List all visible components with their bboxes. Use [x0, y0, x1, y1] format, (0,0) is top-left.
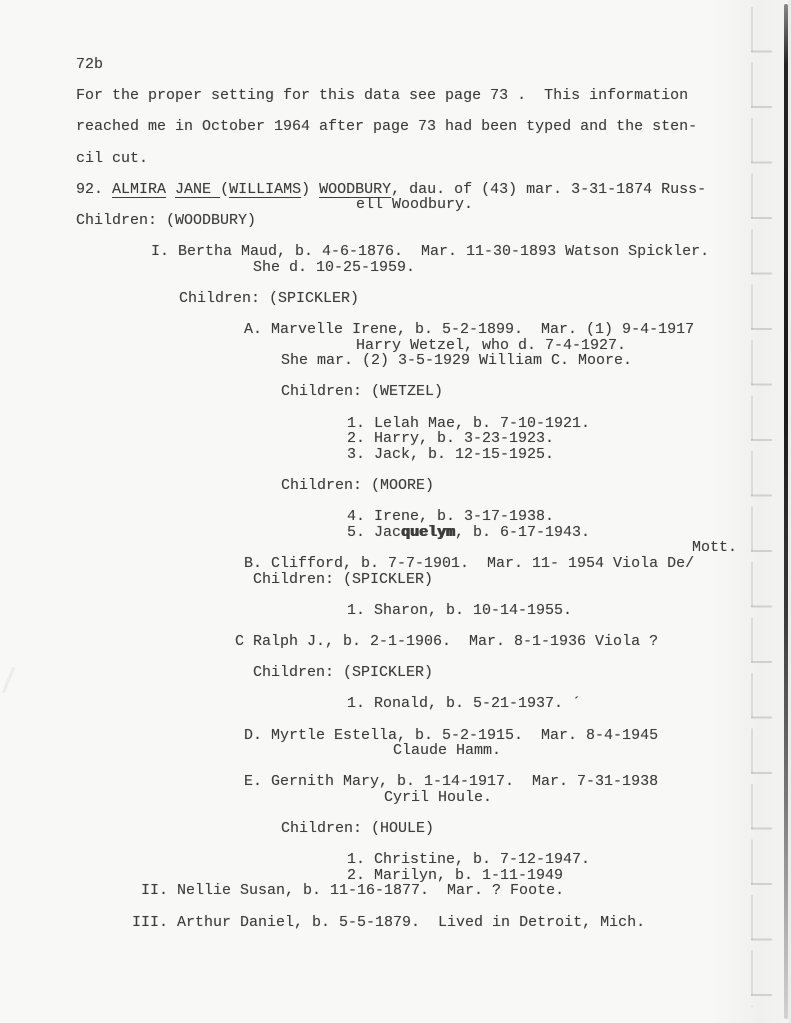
grandchild-B-overflow-word: Mott. — [692, 539, 738, 557]
moore-child-4: 4. Irene, b. 3-17-1938. — [347, 508, 555, 526]
wetzel-child-1: 1. Lelah Mae, b. 7-10-1921. — [347, 414, 591, 432]
page-number: 72b — [76, 56, 104, 73]
entry-92-name-woodbury: WOODBURY — [319, 180, 392, 198]
moore-child-5-prefix: 5. Jac — [347, 523, 402, 541]
child-I-line-1: I. Bertha Maud, b. 4-6-1876. Mar. 11-30-1893 Watson Spickler. — [151, 243, 710, 261]
moore-child-5-suffix: , b. 6-17-1943. — [455, 523, 591, 541]
entry-92-number: 92. — [76, 180, 113, 198]
grandchild-A-line-1: A. Marvelle Irene, b. 5-2-1899. Mar. (1) 9-4-1917 — [244, 321, 695, 339]
entry-92-paren-open: ( — [220, 180, 230, 198]
entry-92-children-heading: Children: (WOODBURY) — [76, 211, 257, 229]
child-II-line-1: II. Nellie Susan, b. 11-16-1877. Mar. ? Foote. — [141, 882, 565, 900]
grandchild-B-child-1: 1. Sharon, b. 10-14-1955. — [347, 601, 573, 619]
grandchild-D-line-1: D. Myrtle Estella, b. 5-2-1915. Mar. 8-4-1945 — [244, 726, 659, 744]
grandchild-A-line-3: She mar. (2) 3-5-1929 William C. Moore. — [281, 352, 633, 370]
grandchild-B-line-1: B. Clifford, b. 7-7-1901. Mar. 11- 1954 Viola De/ — [244, 555, 695, 572]
wetzel-children-heading: Children: (WETZEL) — [281, 383, 444, 401]
moore-child-5-overstrike: quelym — [401, 523, 456, 541]
grandchild-E-line-1: E. Gernith Mary, b. 1-14-1917. Mar. 7-31-1938 — [244, 773, 659, 791]
grandchild-E-line-2: Cyril Houle. — [384, 788, 493, 806]
intro-line-1: For the proper setting for this data see page 73 . This information — [76, 87, 689, 105]
houle-child-1: 1. Christine, b. 7-12-1947. — [347, 851, 591, 869]
grandchild-D-line-2: Claude Hamm. — [393, 742, 502, 760]
binding-hole-marks — [751, 7, 772, 1007]
grandchild-A-line-2: Harry Wetzel, who d. 7-4-1927. — [356, 336, 627, 354]
houle-children-heading: Children: (HOULE) — [281, 820, 435, 838]
grandchild-C-children-heading: Children: (SPICKLER) — [253, 664, 434, 682]
entry-92-name-jane: JANE — [175, 180, 221, 198]
entry-92-space — [166, 181, 175, 198]
moore-child-5 — [0, 525, 791, 541]
entry-92-paren-close: ) — [301, 180, 320, 198]
houle-child-2: 2. Marilyn, b. 1-11-1949 — [347, 866, 564, 884]
child-I-children-heading: Children: (SPICKLER) — [179, 289, 360, 307]
entry-92-heading — [0, 182, 791, 198]
entry-92-details: , dau. of (43) mar. 3-31-1874 Russ- — [391, 180, 707, 198]
wetzel-child-3: 3. Jack, b. 12-15-1925. — [347, 445, 555, 463]
wetzel-child-2: 2. Harry, b. 3-23-1923. — [347, 430, 555, 448]
child-III-line-1: III. Arthur Daniel, b. 5-5-1879. Lived in Detroit, Mich. — [132, 913, 646, 931]
child-I-line-2: She d. 10-25-1959. — [253, 258, 416, 276]
moore-children-heading: Children: (MOORE) — [281, 477, 435, 495]
entry-92-name-williams: WILLIAMS — [229, 180, 302, 198]
grandchild-C-child-1: 1. Ronald, b. 5-21-1937. ´ — [347, 695, 582, 713]
entry-92-name-almira: ALMIRA — [112, 180, 167, 198]
intro-line-2: reached me in October 1964 after page 73 had been typed and the sten- — [76, 118, 698, 136]
intro-line-3: cil cut. — [76, 149, 149, 167]
grandchild-C-line-1: C Ralph J., b. 2-1-1906. Mar. 8-1-1936 Viola ? — [235, 632, 659, 650]
grandchild-B-children-heading: Children: (SPICKLER) — [253, 570, 434, 588]
entry-92-continuation: ell Woodbury. — [356, 196, 474, 214]
